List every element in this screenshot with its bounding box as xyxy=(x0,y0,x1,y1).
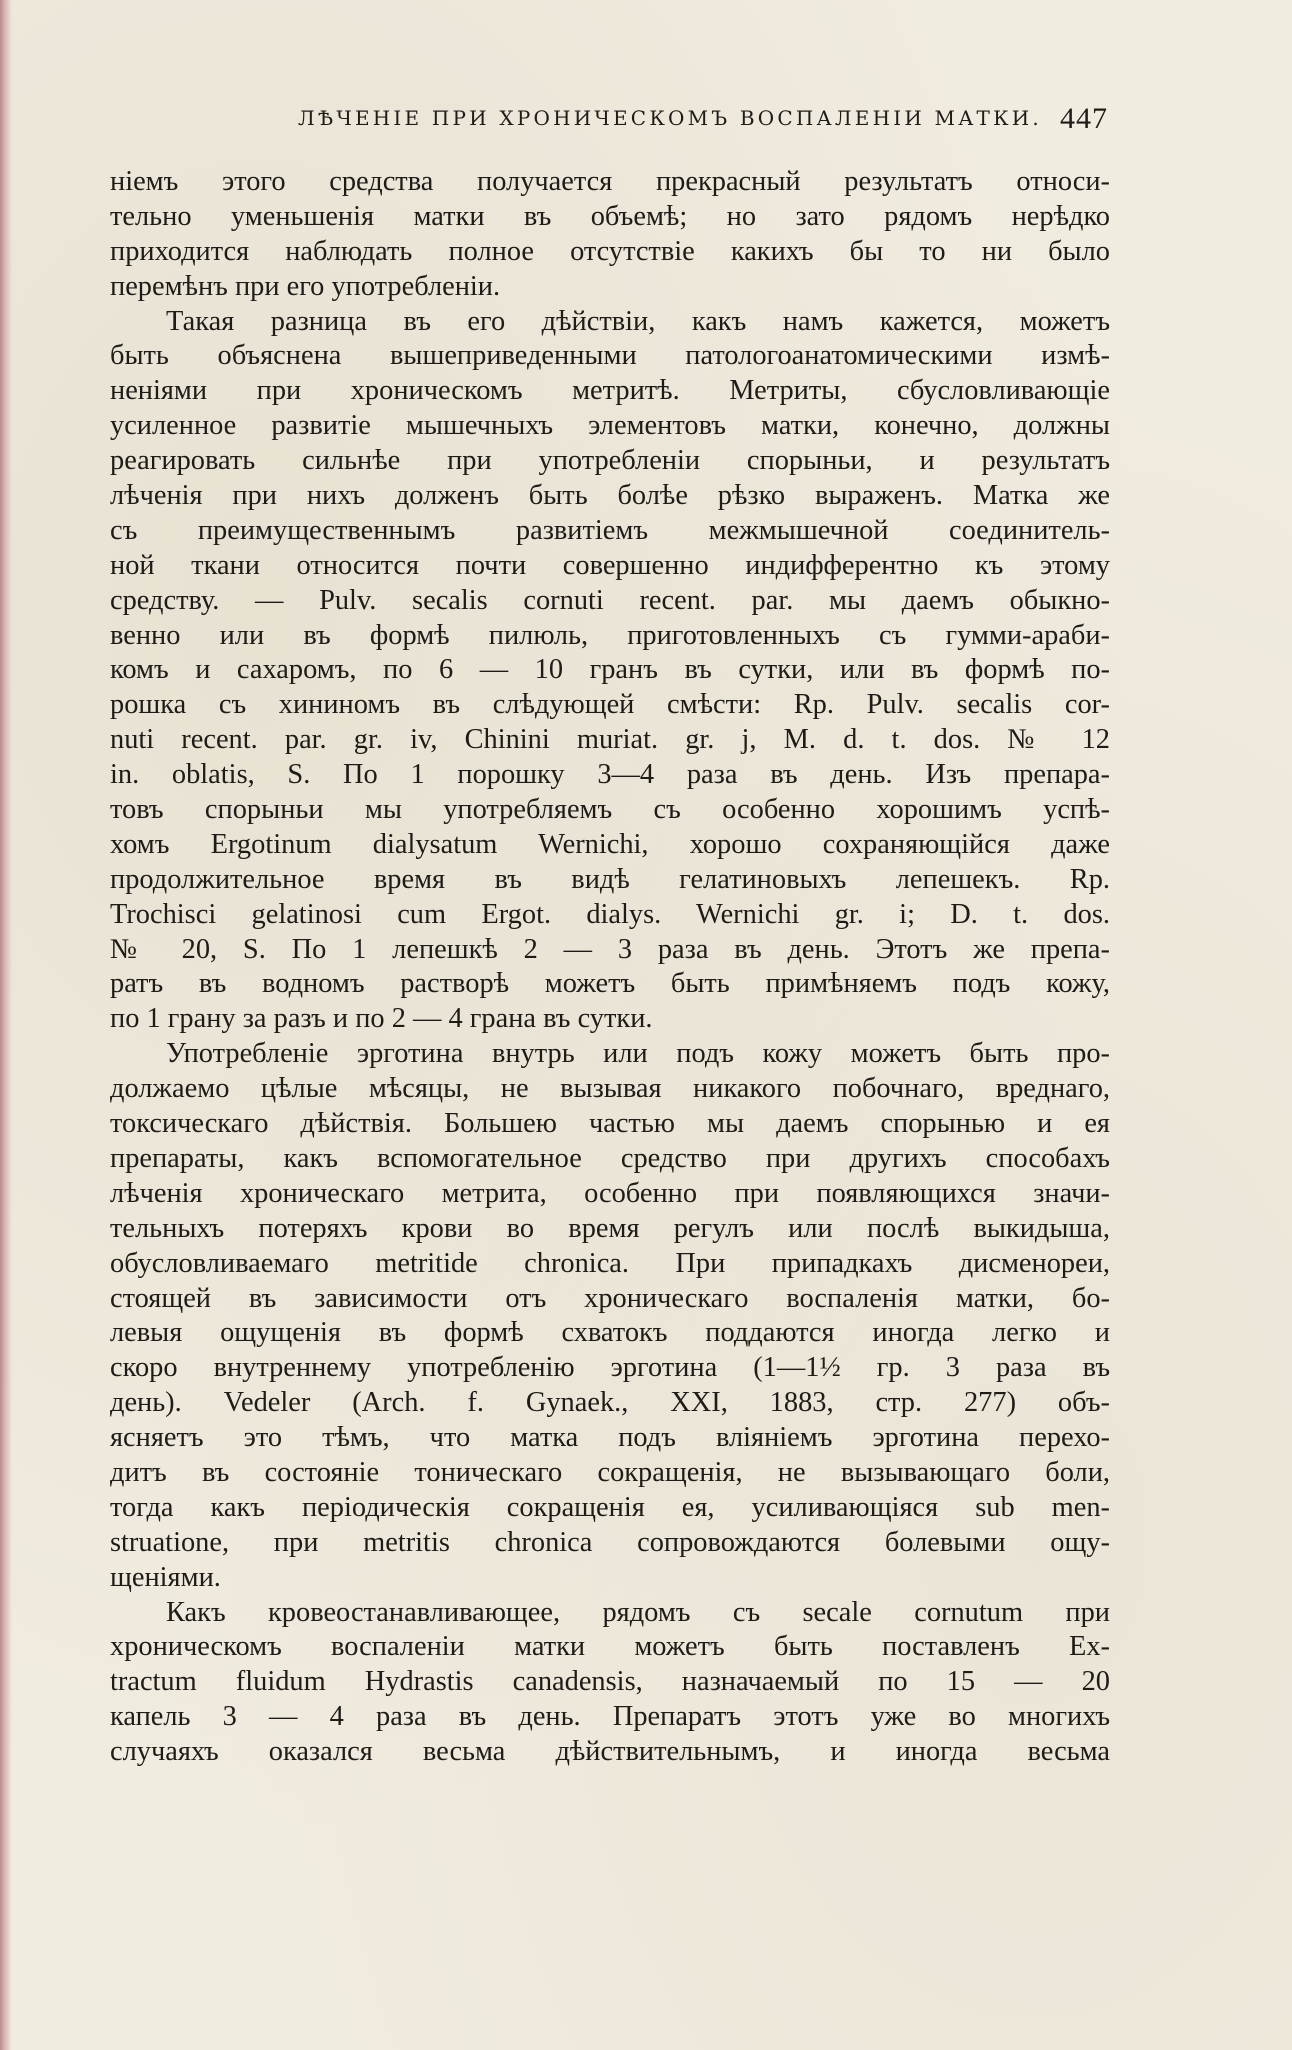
text-line: скоро внутреннему употребленію эрготина (1—1½ гр. 3 раза въ xyxy=(110,1352,1110,1384)
text-line: неніями при хроническомъ метритѣ. Метриты, сбусловливающіе xyxy=(110,375,1110,407)
body-text xyxy=(110,165,1110,1770)
text-line: тельно уменьшенія матки въ объемѣ; но зато рядомъ нерѣдко xyxy=(110,200,1110,232)
text-line: средству. — Pulv. secalis cornuti recent. par. мы даемъ обыкно- xyxy=(110,584,1110,616)
text-line: день). Vedeler (Arch. f. Gynaek., XXI, 1883, стр. 277) объ- xyxy=(110,1387,1110,1419)
page-number: 447 xyxy=(1060,102,1108,135)
text-line: приходится наблюдать полное отсутствіе какихъ бы то ни было xyxy=(110,235,1110,267)
text-line: Употребленіе эрготина внутрь или подъ кожу можетъ быть про- xyxy=(166,1038,1110,1070)
text-line: рошка съ хининомъ въ слѣдующей смѣсти: Rp. Pulv. secalis cor- xyxy=(110,689,1110,721)
text-line: дитъ въ состояніе тоническаго сокращенія, не вызывающаго боли, xyxy=(110,1456,1110,1488)
text-line: комъ и сахаромъ, по 6 — 10 гранъ въ сутки, или въ формѣ по- xyxy=(110,654,1110,686)
text-line: in. oblatis, S. По 1 порошку 3—4 раза въ день. Изъ препара- xyxy=(110,759,1110,791)
text-line: по 1 грану за разъ и по 2 — 4 грана въ сутки. xyxy=(110,1003,653,1035)
text-line: съ преимущественнымъ развитіемъ межмышечной соединитель- xyxy=(110,514,1110,546)
page-edge xyxy=(0,0,12,2050)
text-line: капель 3 — 4 раза въ день. Препаратъ этотъ уже во многихъ xyxy=(110,1701,1110,1733)
text-line: стоящей въ зависимости отъ хроническаго воспаленія матки, бо- xyxy=(110,1282,1110,1314)
text-line: лѣченія хроническаго метрита, особенно при появляющихся значи- xyxy=(110,1177,1110,1209)
text-line: продолжительное время въ видѣ гелатиновыхъ лепешекъ. Rp. xyxy=(110,863,1110,895)
text-line: тогда какъ періодическія сокращенія ея, усиливающіяся sub men- xyxy=(110,1491,1110,1523)
text-line: Trochisci gelatinosi cum Ergot. dialys. Wernichi gr. i; D. t. dos. xyxy=(110,898,1110,930)
text-line: обусловливаемаго metritide chronica. При припадкахъ дисменореи, xyxy=(110,1247,1110,1279)
text-line: ясняетъ это тѣмъ, что матка подъ вліяніемъ эрготина перехо- xyxy=(110,1422,1110,1454)
page-header xyxy=(298,102,1108,142)
text-line: быть объяснена вышеприведенными патологоанатомическими измѣ- xyxy=(110,340,1110,372)
text-line: ратъ въ водномъ растворѣ можетъ быть примѣняемъ подъ кожу, xyxy=(110,968,1110,1000)
text-line: щеніями. xyxy=(110,1561,221,1593)
text-line: перемѣнъ при его употребленіи. xyxy=(110,270,501,302)
text-line: усиленное развитіе мышечныхъ элементовъ матки, конечно, должны xyxy=(110,410,1110,442)
text-line: Какъ кровеостанавливающее, рядомъ съ secale cornutum при xyxy=(166,1596,1110,1628)
text-line: должаемо цѣлые мѣсяцы, не вызывая никакого побочнаго, вреднаго, xyxy=(110,1073,1110,1105)
running-title: ЛѢЧЕНІЕ ПРИ ХРОНИЧЕСКОМЪ ВОСПАЛЕНІИ МАТКИ. xyxy=(298,106,1042,130)
text-line: хроническомъ воспаленіи матки можетъ быть поставленъ Ex- xyxy=(110,1631,1110,1663)
text-line: реагировать сильнѣе при употребленіи спорыньи, и результатъ xyxy=(110,445,1110,477)
text-line: хомъ Ergotinum dialysatum Wernichi, хорошо сохраняющійся даже xyxy=(110,828,1110,860)
text-line: токсическаго дѣйствія. Большею частью мы даемъ спорынью и ея xyxy=(110,1108,1110,1140)
text-line: венно или въ формѣ пилюль, приготовленныхъ съ гумми-араби- xyxy=(110,619,1110,651)
text-line: Такая разница въ его дѣйствіи, какъ намъ кажется, можетъ xyxy=(166,305,1110,337)
text-line: товъ спорыньи мы употребляемъ съ особенно хорошимъ успѣ- xyxy=(110,794,1110,826)
text-line: лѣченія при нихъ долженъ быть болѣе рѣзко выраженъ. Матка же xyxy=(110,480,1110,512)
text-line: № 20, S. По 1 лепешкѣ 2 — 3 раза въ день. Этотъ же препа- xyxy=(110,933,1110,965)
text-line: ной ткани относится почти совершенно индифферентно къ этому xyxy=(110,549,1110,581)
text-line: препараты, какъ вспомогательное средство при другихъ способахъ xyxy=(110,1142,1110,1174)
text-line: struatione, при metritis chronica сопровождаются болевыми ощу- xyxy=(110,1526,1110,1558)
text-line: тельныхъ потеряхъ крови во время регулъ или послѣ выкидыша, xyxy=(110,1212,1110,1244)
text-line: ніемъ этого средства получается прекрасный результатъ относи- xyxy=(110,166,1110,197)
text-line: случаяхъ оказался весьма дѣйствительнымъ, и иногда весьма xyxy=(110,1736,1110,1768)
text-line: левыя ощущенія въ формѣ схватокъ поддаются иногда легко и xyxy=(110,1317,1110,1349)
text-line: nuti recent. par. gr. iv, Chinini muriat. gr. j, M. d. t. dos. № 12 xyxy=(110,724,1110,756)
text-line: tractum fluidum Hydrastis canadensis, назначаемый по 15 — 20 xyxy=(110,1666,1110,1698)
